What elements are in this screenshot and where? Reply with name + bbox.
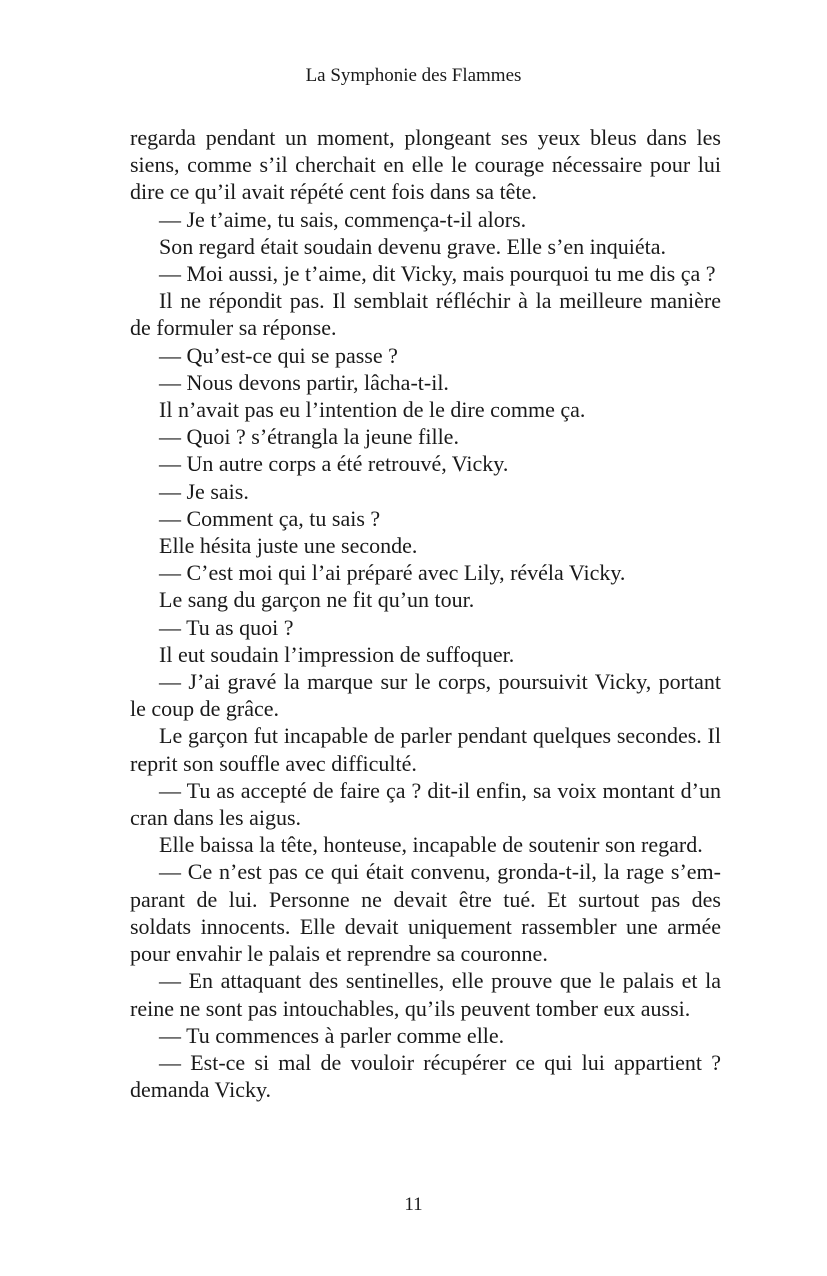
paragraph: Le sang du garçon ne fit qu’un tour.	[159, 587, 475, 613]
paragraph: Le garçon fut incapable de parler pendant quelques secondes. Il reprit son souffle avec difficulté.	[130, 723, 721, 776]
paragraph: — Tu as quoi ?	[159, 614, 294, 640]
paragraph: — Quoi ? s’étrangla la jeune fille.	[159, 424, 459, 450]
paragraph: Il ne répondit pas. Il semblait réfléchir à la meilleure manière de formuler sa réponse.	[130, 288, 721, 341]
paragraph: — Un autre corps a été retrouvé, Vicky.	[159, 451, 509, 477]
paragraph: — Est-ce si mal de vouloir récupérer ce qui lui appartient ? demanda Vicky.	[130, 1049, 721, 1103]
paragraph: — Comment ça, tu sais ?	[159, 505, 381, 531]
paragraph: — Je t’aime, tu sais, commença-t-il alors.	[159, 206, 527, 232]
paragraph: — Tu commences à parler comme elle.	[159, 1022, 505, 1048]
body-text	[130, 124, 721, 1103]
paragraph: — En attaquant des sentinelles, elle prouve que le palais et la reine ne sont pas intouchables, qu’ils peuvent tomber eux aussi.	[130, 968, 721, 1021]
paragraph: — Je sais.	[159, 478, 249, 504]
paragraph: Il n’avait pas eu l’intention de le dire comme ça.	[159, 397, 586, 423]
paragraph: — C’est moi qui l’ai préparé avec Lily, révéla Vicky.	[159, 560, 626, 586]
paragraph: regarda pendant un moment, plongeant ses yeux bleus dans les siens, comme s’il cherchait en elle le courage nécessaire pour lui dire ce qu’il avait répété cent fois dans sa tête.	[130, 125, 721, 205]
paragraph: Son regard était soudain devenu grave. Elle s’en inquiéta.	[159, 233, 667, 259]
paragraph: — Moi aussi, je t’aime, dit Vicky, mais pourquoi tu me dis ça ?	[159, 261, 716, 287]
paragraph: — Qu’est-ce qui se passe ?	[159, 342, 398, 368]
paragraph: Elle hésita juste une seconde.	[159, 533, 418, 559]
paragraph: — Ce n’est pas ce qui était convenu, gronda-t-il, la rage s’emparant de lui. Personne ne devait être tué. Et surtout pas des soldats innocents. Elle devait uniquement rassembler une armée pour envahir le palais et reprendre sa couronne.	[130, 859, 721, 967]
paragraph: — Tu as accepté de faire ça ? dit-il enfin, sa voix montant d’un cran dans les aigus.	[130, 777, 721, 831]
page-number: 11	[404, 1194, 423, 1215]
paragraph: — J’ai gravé la marque sur le corps, poursuivit Vicky, portant le coup de grâce.	[130, 669, 721, 722]
paragraph: Il eut soudain l’impression de suffoquer.	[159, 641, 515, 667]
paragraph: Elle baissa la tête, honteuse, incapable de soutenir son regard.	[159, 832, 703, 858]
paragraph: — Nous devons partir, lâcha-t-il.	[159, 369, 449, 395]
running-title: La Symphonie des Flammes	[305, 65, 522, 86]
